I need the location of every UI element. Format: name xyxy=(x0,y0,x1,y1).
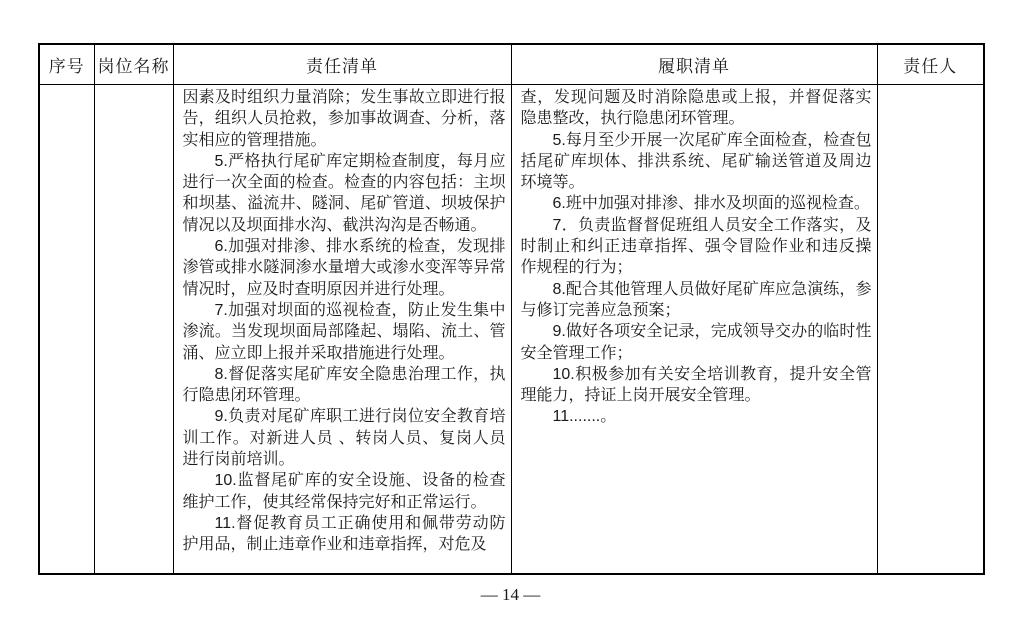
header-responsible-person: 责任人 xyxy=(877,44,984,85)
duty-paragraphs xyxy=(521,87,872,428)
list-paragraph: 因素及时组织力量消除；发生事故立即进行报告，组织人员抢救，参加事故调查、分析，落实相应的管理措施。 xyxy=(182,89,506,149)
list-paragraph: 11.督促教育员工正确使用和佩带劳动防护用品，制止违章作业和违章指挥，对危及 xyxy=(182,514,506,554)
list-paragraph: 10.监督尾矿库的安全设施、设备的检查维护工作，使其经常保持完好和正常运行。 xyxy=(182,472,506,511)
cell-position-name xyxy=(94,85,173,574)
header-duty-list: 履职清单 xyxy=(511,44,877,85)
cell-responsible-person xyxy=(877,85,984,574)
duty-table xyxy=(38,43,985,575)
list-paragraph: 7.加强对坝面的巡视检查，防止发生集中渗流。当发现坝面局部隆起、塌陷、流土、管涌、应立即上报并采取措施进行处理。 xyxy=(182,301,506,362)
header-serial-number: 序号 xyxy=(39,44,94,85)
page-number: — 14 — xyxy=(480,585,541,604)
list-paragraph: 11.......。 xyxy=(552,408,617,426)
list-paragraph: 9.做好各项安全记录，完成领导交办的临时性安全管理工作； xyxy=(520,323,872,362)
table-header-row xyxy=(39,44,984,85)
header-position-name: 岗位名称 xyxy=(94,44,173,85)
table-body-row xyxy=(39,85,984,574)
list-paragraph: 6.班中加强对排渗、排水及坝面的巡视检查。 xyxy=(552,195,870,213)
list-paragraph: 5.每月至少开展一次尾矿库全面检查，检查包括尾矿库坝体、排洪系统、尾矿输送管道及周边环境等。 xyxy=(520,131,872,192)
cell-duty-list xyxy=(511,85,877,574)
list-paragraph: 9.负责对尾矿库职工进行岗位安全教育培训工作。对新进人员 、转岗人员、复岗人员进行岗前培训。 xyxy=(182,408,506,469)
cell-responsibility-list xyxy=(173,85,511,574)
header-responsibility-list: 责任清单 xyxy=(173,44,511,85)
list-paragraph: 8.配合其他管理人员做好尾矿库应急演练，参与修订完善应急预案； xyxy=(520,280,872,319)
list-paragraph: 10.积极参加有关安全培训教育，提升安全管理能力，持证上岗开展安全管理。 xyxy=(520,365,872,405)
list-paragraph: 5.严格执行尾矿库定期检查制度，每月应进行一次全面的检查。检查的内容包括：主坝和坝基、溢流井、隧洞、尾矿管道、坝坡保护情况以及坝面排水沟、截洪沟沟是否畅通。 xyxy=(182,152,506,234)
list-paragraph: 查，发现问题及时消除隐患或上报，并督促落实隐患整改，执行隐患闭环管理。 xyxy=(520,89,872,128)
list-paragraph: 8.督促落实尾矿库安全隐患治理工作，执行隐患闭环管理。 xyxy=(182,365,506,405)
cell-serial-number xyxy=(39,85,94,574)
responsibility-paragraphs xyxy=(183,87,506,556)
list-paragraph: 7．负责监督督促班组人员安全工作落实，及时制止和纠正违章指挥、强令冒险作业和违反操作规程的行为； xyxy=(520,216,872,277)
list-paragraph: 6.加强对排渗、排水系统的检查，发现排渗管或排水隧洞渗水量增大或渗水变浑等异常情况时，应及时查明原因并进行处理。 xyxy=(182,238,506,298)
